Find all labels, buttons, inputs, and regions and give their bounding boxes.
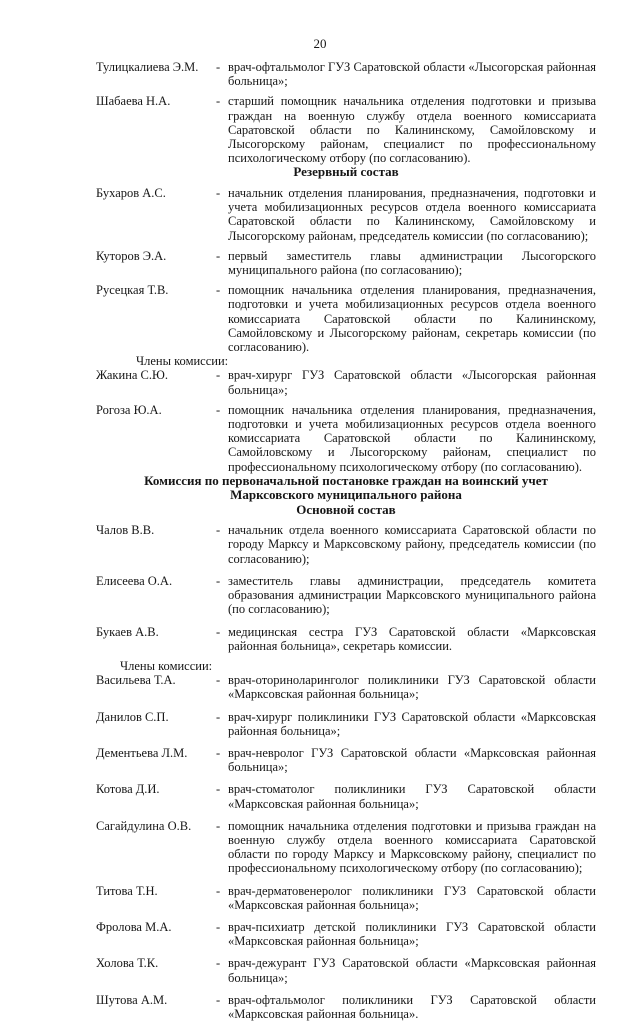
member-role: - помощник начальника отделения планирования, предназначения, подготовки и учета мобилизационных ресурсов отдела военного комиссариата Саратовской области по Калининскому, Самойловскому и Лысогорскому районам, специалист по профессиональному психологическому отбору (по согласованию). xyxy=(216,403,596,474)
list-item xyxy=(96,746,596,774)
member-name: Шабаева Н.А. xyxy=(96,94,171,109)
list-item xyxy=(96,574,596,617)
list-item xyxy=(96,782,596,810)
list-item xyxy=(96,403,596,474)
member-role: - начальник отдела военного комиссариата Саратовской области по городу Марксу и Марксовскому району, председатель комиссии (по согласованию); xyxy=(216,523,596,566)
member-role: - врач-невролог ГУЗ Саратовской области «Марксовская районная больница»; xyxy=(216,746,596,774)
member-name: Дементьева Л.М. xyxy=(96,745,188,760)
list-item xyxy=(96,920,596,948)
list-item xyxy=(96,625,596,653)
member-name: Букаев А.В. xyxy=(96,624,159,639)
commission-title-district: Марксовского муниципального района xyxy=(230,487,462,503)
list-item xyxy=(96,94,596,165)
member-role: - врач-офтальмолог ГУЗ Саратовской области «Лысогорская районная больница»; xyxy=(216,60,596,88)
list-item xyxy=(96,956,596,984)
member-role: - медицинская сестра ГУЗ Саратовской области «Марксовская районная больница», секретарь комиссии. xyxy=(216,625,596,653)
member-role: - врач-дерматовенеролог поликлиники ГУЗ Саратовской области «Марксовская районная больница»; xyxy=(216,884,596,912)
list-item xyxy=(96,523,596,566)
list-item xyxy=(96,249,596,277)
member-name: Елисеева О.А. xyxy=(96,573,173,588)
member-name: Жакина С.Ю. xyxy=(96,368,168,383)
member-name: Сагайдулина О.В. xyxy=(96,818,192,833)
member-name: Холова Т.К. xyxy=(96,956,159,971)
section-heading-reserve: Резервный состав xyxy=(293,164,399,180)
member-name: Русецкая Т.В. xyxy=(96,283,169,298)
member-role: - заместитель главы администрации, председатель комитета образования администрации Марксовского муниципального района (по согласованию); xyxy=(216,574,596,617)
list-item xyxy=(96,710,596,738)
member-role: - врач-психиатр детской поликлиники ГУЗ Саратовской области «Марксовская районная больница»; xyxy=(216,920,596,948)
member-role: - врач-хирург ГУЗ Саратовской области «Лысогорская районная больница»; xyxy=(216,368,596,396)
members-label: Члены комиссии: xyxy=(136,354,229,369)
member-name: Чалов В.В. xyxy=(96,523,155,538)
list-item xyxy=(96,673,596,701)
list-item xyxy=(96,819,596,876)
list-item xyxy=(96,60,596,88)
section-heading-main: Основной состав xyxy=(296,501,396,517)
list-item xyxy=(96,283,596,354)
member-name: Титова Т.Н. xyxy=(96,883,158,898)
member-role: - врач-хирург поликлиники ГУЗ Саратовской области «Марксовская районная больница»; xyxy=(216,710,596,738)
member-name: Васильева Т.А. xyxy=(96,673,176,688)
commission-title: Комиссия по первоначальной постановке граждан на воинский учет xyxy=(144,472,548,488)
list-item xyxy=(96,993,596,1021)
member-role: - помощник начальника отделения планирования, предназначения, подготовки и учета мобилизационных ресурсов отдела военного комиссариата Саратовской области по Калининскому, Самойловскому и Лысогорскому районам, секретарь комиссии (по согласованию). xyxy=(216,283,596,354)
document-body xyxy=(96,60,596,1021)
member-name: Рогоза Ю.А. xyxy=(96,402,162,417)
member-role: - первый заместитель главы администрации Лысогорского муниципального района (по согласованию); xyxy=(216,249,596,277)
member-name: Тулицкалиева Э.М. xyxy=(96,60,199,74)
members-label: Члены комиссии: xyxy=(120,658,213,673)
list-item xyxy=(96,884,596,912)
list-item xyxy=(96,368,596,396)
list-item xyxy=(96,186,596,243)
member-role: - врач-дежурант ГУЗ Саратовской области «Марксовская районная больница»; xyxy=(216,956,596,984)
member-name: Бухаров А.С. xyxy=(96,185,166,200)
member-role: - врач-стоматолог поликлиники ГУЗ Саратовской области «Марксовская районная больница»; xyxy=(216,782,596,810)
member-role: - врач-оториноларинголог поликлиники ГУЗ Саратовской области «Марксовская районная больница»; xyxy=(216,673,596,701)
member-role: - врач-офтальмолог поликлиники ГУЗ Саратовской области «Марксовская районная больница». xyxy=(216,993,596,1021)
member-name: Фролова М.А. xyxy=(96,919,172,934)
page-number: 20 xyxy=(313,36,327,51)
member-name: Котова Д.И. xyxy=(96,782,160,797)
member-role: - помощник начальника отделения подготовки и призыва граждан на военную службу отдела военного комиссариата Саратовской области по городу Марксу и Марксовскому району, специалист по профессиональному психологическому отбору (по согласованию); xyxy=(216,819,596,876)
member-role: - начальник отделения планирования, предназначения, подготовки и учета мобилизационных ресурсов отдела военного комиссариата Саратовской области по Калининскому, Самойловскому и Лысогорскому районам, председатель комиссии (по согласованию); xyxy=(216,186,596,243)
member-name: Данилов С.П. xyxy=(96,709,169,724)
member-name: Шутова А.М. xyxy=(96,992,168,1007)
member-role: - старший помощник начальника отделения подготовки и призыва граждан на военную службу отдела военного комиссариата Саратовской области по Калининскому, Самойловскому и Лысогорскому районам, специалист по профессиональному психологическому отбору (по согласованию). xyxy=(216,94,596,165)
member-name: Куторов Э.А. xyxy=(96,248,167,263)
